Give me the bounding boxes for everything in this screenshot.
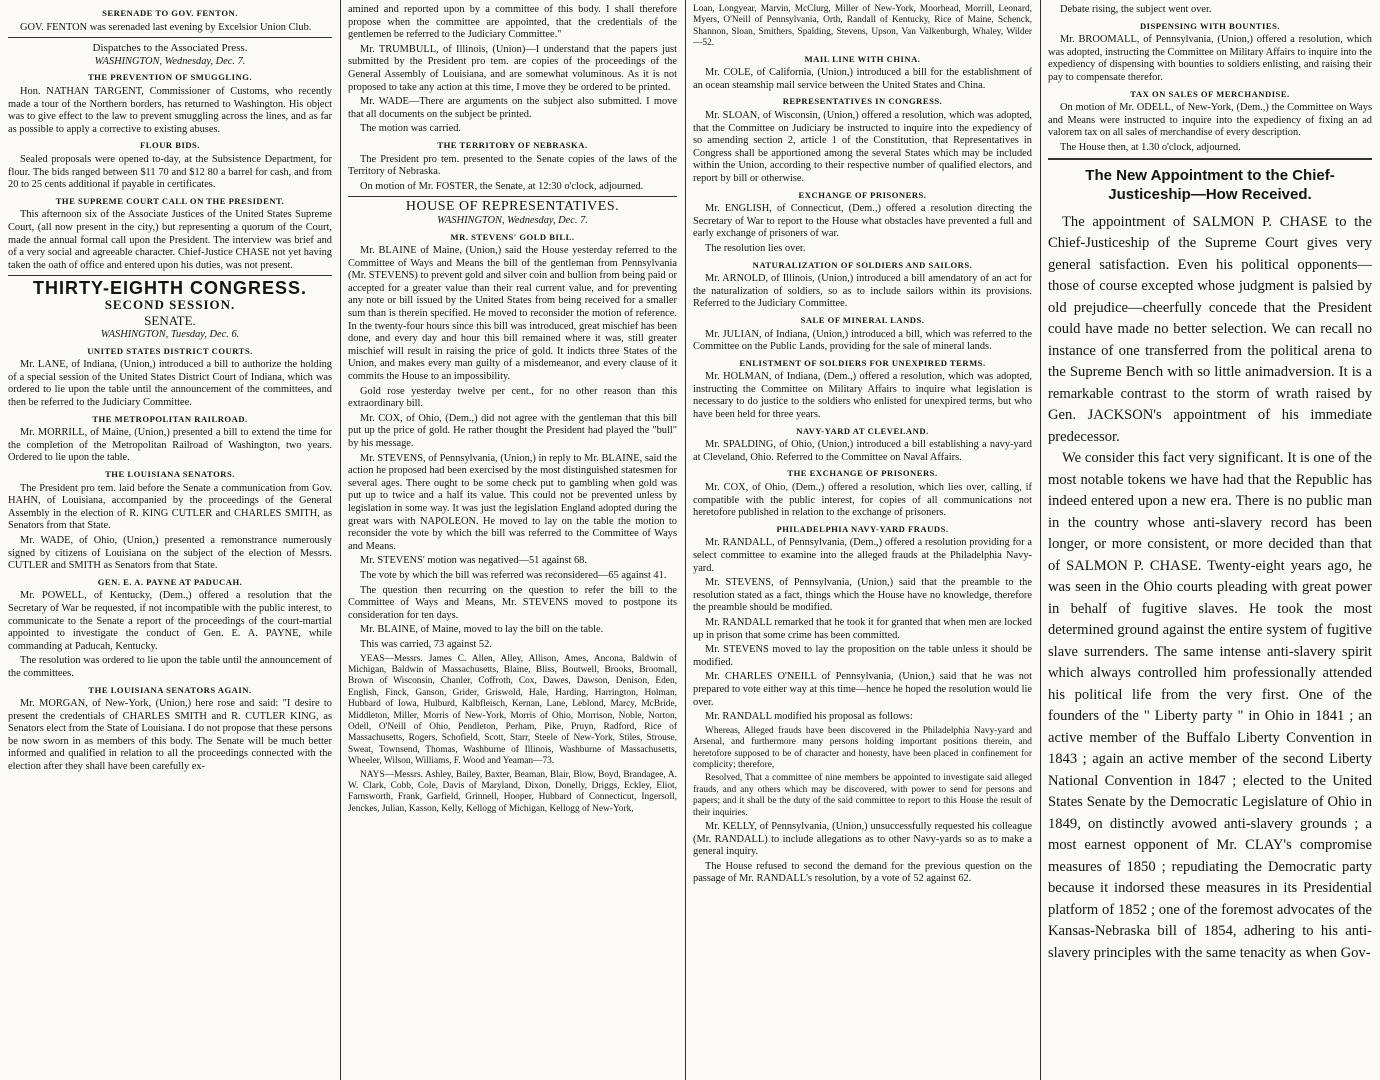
paragraph: The vote by which the bill was referred was reconsidered—65 against 41. bbox=[360, 569, 667, 581]
paragraph: We consider this fact very significant. It is one of the most notable tokens we have had that the Republic has indeed entered upon a new era. There is no public man in the country whose anti-slavery record has been longer, or more consistent, or more decided than that of SALMON P. CHASE. Twenty-eight years ago, he was seen in the Ohio courts pleading with great power in behalf of fugitive slaves. He took the most determined ground against the entire system of fugitive slave surrenders. The same intense anti-slavery spirit which always controlled him professionally attended his political life from the very first. One of the founders of the " Liberty party " in Ohio in 1841 ; an active member of the Buffalo Liberty Convention in 1843 ; again an active member of the second Liberty National Convention in 1847 ; elected to the United States Senate by the Democratic Legislature of Ohio in 1849, on distinctly avowed anti-slavery grounds ; a most earnest opponent of Mr. CLAY's compromise measures of 1850 ; repudiating the Democratic party because it indorsed these measures in its Presidential platform of 1852 ; one of the foremost advocates of the Kansas-Nebraska bill of 1854, adhering to his anti-slavery principles with the same tenacity as when Gov- bbox=[1048, 450, 1372, 961]
paragraph: Mr. STEVENS' motion was negatived—51 against 68. bbox=[360, 555, 587, 567]
paragraph: Mr. KELLY, of Pennsylvania, (Union,) unsuccessfully requested his colleague (Mr. RANDALL) to include allegations as to other Navy-yards so as to make a general inquiry. bbox=[693, 820, 1032, 858]
vote-list-continued: Loan, Longyear, Marvin, McClurg, Miller of New-York, Moorhead, Morrill, Leonard, Myers, O'Neill of Pennsylvania, Orth, Randall of Kentucky, Rice of Maine, Schenck, Shannon, Sloan, Smithers, Spalding, Stevens, Upson, Van Valkenburgh, Whaley, Wilder—52. bbox=[693, 4, 1032, 49]
paragraph: Mr. BLAINE of Maine, (Union,) said the House yesterday referred to the Committee of Ways and Means the bill of the gentleman from Pennsylvania (Mr. STEVENS) to prevent gold and silver coin and bullion from being paid or accepted for a greater value than their real current value, and for preventing any note or bill issued by the United States from being received for a smaller sum than is therein specified. He moved to reconsider the motion of reference. In the twenty-four hours since this bill was introduced, great mischief has been done, and every day and hour this bill remained where it was, still greater mischief will result in raising the price of gold. It indicts three States of the Union, and makes every man guilty of a misdemeanor, and every clause of it commits the House to an impossibility. bbox=[348, 245, 677, 383]
paragraph: The House refused to second the demand for the previous question on the passage of Mr. RANDALL's resolution, by a vote of 52 against 62. bbox=[693, 860, 1032, 885]
headline-exchange-2: THE EXCHANGE OF PRISONERS. bbox=[787, 468, 938, 479]
paragraph: Mr. ARNOLD, of Illinois, (Union,) introduced a bill amendatory of an act for the naturalization of soldiers, so as to include sailors within its provisions. Referred to the Judiciary Committee. bbox=[693, 273, 1032, 310]
headline-reps: REPRESENTATIVES IN CONGRESS. bbox=[782, 96, 943, 107]
paragraph: The question then recurring on the question to refer the bill to the Committee of Ways and Means, Mr. STEVENS moved to postpone its consideration for ten days. bbox=[348, 584, 677, 621]
divider bbox=[8, 37, 332, 38]
divider bbox=[1048, 158, 1372, 160]
paragraph: Gold rose yesterday twelve per cent., for no other reason than this extraordinary bill. bbox=[348, 385, 677, 410]
paragraph: Whereas, Alleged frauds have been discovered in the Philadelphia Navy-yard and Arsenal, and furthermore many persons holding important positions therein, and heretofore supposed to be of character and honesty, have been placed in confinement for complicity; therefore, bbox=[693, 725, 1032, 770]
headline-mineral: SALE OF MINERAL LANDS. bbox=[800, 314, 925, 325]
paragraph: Mr. COX, of Ohio, (Dem.,) offered a resolution, which lies over, calling, if compatible with the public interest, for copies of all communications not heretofore published in relation to the exchange of prisoners. bbox=[693, 482, 1032, 519]
paragraph: Hon. NATHAN TARGENT, Commissioner of Customs, who recently made a tour of the Northern borders, has returned to Washington. His object was to give effect to the law to prevent smuggling across the lines, and as far as possible to apply a corrective to existing abuses. bbox=[8, 85, 332, 135]
paragraph: Mr. COLE, of California, (Union,) introduced a bill for the establishment of an ocean steamship mail service between the United States and China. bbox=[693, 67, 1032, 91]
vote-list-yeas: YEAS—Messrs. James C. Allen, Alley, Allison, Ames, Ancona, Baldwin of Michigan, Baldwin of Massachusetts, Blaine, Bliss, Boutwell, Brooks, Broomall, Brown of Wisconsin, Chanler, Coffroth, Cox, Dawes, Dawson, Denison, Eden, English, Finck, Ganson, Grider, Griswold, Hale, Harding, Harrington, Holman, Hubbard of Iowa, Hulburd, Kalbfleisch, Kernan, Lane, Leblond, Marcy, McBride, Middleton, Miller, Morris of New-York, Morris of Ohio, Morrison, Noble, Norton, Odell, O'Neill of Ohio, Pendleton, Perham, Pike, Pruyn, Radford, Rice of Massachusetts, Rogers, Schofield, Scott, Starr, Steele of New-York, Stiles, Strouse, Sweat, Townsend, Thomas, Washburne of Illinois, Washburne of Massachusetts, Wheeler, Wilson, Williams, F. Wood and Yeaman—73. bbox=[348, 653, 677, 767]
paragraph: The House then, at 1.30 o'clock, adjourned. bbox=[1060, 141, 1241, 153]
headline-exchange: EXCHANGE OF PRISONERS. bbox=[798, 189, 927, 200]
paragraph: Resolved, That a committee of nine members be appointed to investigate said alleged frauds, and any others which may be discovered, with power to send for persons and papers; and it shall be the duty of the said committee to report to this House the result of their inquiries. bbox=[693, 773, 1032, 818]
paragraph: Mr. STEVENS moved to lay the proposition on the table unless it should be modified. bbox=[693, 644, 1032, 668]
paragraph: The President pro tem. laid before the Senate a communication from Gov. HAHN, of Louisiana, accompanied by the proceedings of the General Assembly in the election of R. KING CUTLER and CHARLES SMITH, as Senators from that State. bbox=[8, 482, 332, 532]
headline-enlistment: ENLISTMENT OF SOLDIERS FOR UNEXPIRED TERMS. bbox=[739, 357, 986, 368]
paragraph: The resolution lies over. bbox=[705, 242, 806, 254]
headline-tax: TAX ON SALES OF MERCHANDISE. bbox=[1130, 88, 1290, 99]
paragraph: Mr. STEVENS, of Pennsylvania, (Union,) said that the preamble to the resolution stated as a fact, things which the House have no knowledge, therefore the preamble should be modified. bbox=[693, 577, 1032, 614]
headline-china: MAIL LINE WITH CHINA. bbox=[804, 53, 921, 64]
paragraph: Mr. BROOMALL, of Pennsylvania, (Union,) offered a resolution, which was adopted, instructing the Committee on Military Affairs to inquire into the expediency of dispensing with bounties to soldiers enlisting, and raising their pay to compensate therefor. bbox=[1048, 34, 1372, 83]
paragraph: On motion of Mr. FOSTER, the Senate, at 12:30 o'clock, adjourned. bbox=[360, 180, 644, 192]
dateline: WASHINGTON, Wednesday, Dec. 7. bbox=[94, 55, 246, 67]
house-title: HOUSE OF REPRESENTATIVES. bbox=[405, 199, 620, 215]
column-3 bbox=[685, 0, 1040, 1080]
column-2 bbox=[340, 0, 685, 1080]
paragraph: GOV. FENTON was serenaded last evening by Excelsior Union Club. bbox=[20, 21, 312, 33]
paragraph: The resolution was ordered to lie upon the table until the announcement of the committees. bbox=[8, 655, 332, 679]
dispatches-heading: Dispatches to the Associated Press. bbox=[92, 42, 248, 55]
headline-gold: MR. STEVENS' GOLD BILL. bbox=[450, 231, 575, 242]
paragraph: Mr. WADE, of Ohio, (Union,) presented a remonstrance numerously signed by citizens of Louisiana on the subject of the election of Messrs. CUTLER and SMITH as Senators from that State. bbox=[8, 534, 332, 572]
paragraph: Debate rising, the subject went over. bbox=[1060, 4, 1212, 15]
headline-court: THE SUPREME COURT CALL ON THE PRESIDENT. bbox=[55, 195, 285, 206]
paragraph: Mr. CHARLES O'NEILL of Pennsylvania, (Union,) said that he was not prepared to vote either way at this time—hence he hoped the resolution would lie over. bbox=[693, 671, 1032, 708]
column-4 bbox=[1040, 0, 1380, 1080]
paragraph: Mr. RANDALL, of Pennsylvania, (Dem.,) offered a resolution providing for a select committee to examine into the alleged frauds at the Philadelphia Navy-yard. bbox=[693, 537, 1032, 574]
headline-nebraska: THE TERRITORY OF NEBRASKA. bbox=[437, 139, 588, 150]
paragraph: The motion was carried. bbox=[360, 123, 461, 135]
paragraph: The President pro tem. presented to the Senate copies of the laws of the Territory of Nebraska. bbox=[348, 153, 677, 178]
paragraph: This afternoon six of the Associate Justices of the United States Supreme Court, (all now present in the city,) but representing a quorum of the Court, made the annual formal call upon the President. The interview was brief and of a very social and agreeable character. Chief-Justice CHASE not yet having taken the oath of office and entered upon his duties, was not present. bbox=[8, 209, 332, 271]
paragraph: Mr. HOLMAN, of Indiana, (Dem.,) offered a resolution, which was adopted, instructing the Committee on Military Affairs to inquire what legislation is necessary to do justice to the soldiers who enlisted for unexpired terms, but who have been held for three years. bbox=[693, 371, 1032, 421]
paragraph: The appointment of SALMON P. CHASE to the Chief-Justiceship of the Supreme Court gives very general satisfaction. Even his political opponents—those of course excepted whose judgment is palsied by old prejudice—cheerfully concede that the President could have made no better selection. We can recall no instance of one transferred from the political arena to the Supreme Bench with so little animadversion. It is a remarkable contrast to the storm of wrath raised by Gen. JACKSON's appointment of his immediate predecessor. bbox=[1048, 213, 1372, 445]
column-1 bbox=[0, 0, 340, 1080]
paragraph: This was carried, 73 against 52. bbox=[360, 638, 492, 650]
paragraph: Mr. MORRILL, of Maine, (Union,) presented a bill to extend the time for the completion of the Metropolitan Railroad of Washington, two years. Ordered to lie upon the table. bbox=[8, 427, 332, 464]
headline-philadelphia: PHILADELPHIA NAVY-YARD FRAUDS. bbox=[776, 523, 949, 534]
paragraph: Mr. LANE, of Indiana, (Union,) introduced a bill to authorize the holding of a special session of the United States District Court of Indiana, which was ordered to lie upon the table until the announcement of the committees, and then be referred to the Judiciary Committee. bbox=[8, 359, 332, 409]
paragraph: Mr. TRUMBULL, of Illinois, (Union)—I understand that the papers just submitted by the President pro tem. are copies of the proceedings of the General Assembly of Louisiana, and are somewhat voluminous. As it is not proposed to take any action at this time, I move they be ordered to be printed. bbox=[348, 43, 677, 93]
paragraph: Mr. JULIAN, of Indiana, (Union,) introduced a bill, which was referred to the Committee on the Public Lands, providing for the sale of mineral lands. bbox=[693, 328, 1032, 353]
paragraph: Mr. SPALDING, of Ohio, (Union,) introduced a bill establishing a navy-yard at Cleveland, Ohio. Referred to the Committee on Naval Affairs. bbox=[693, 439, 1032, 463]
paragraph: Mr. ENGLISH, of Connecticut, (Dem.,) offered a resolution directing the Secretary of War to report to the House what obstacles have prevented a full and early exchange of prisoners of war. bbox=[693, 203, 1032, 240]
editorial-title: The New Appointment to the Chief-Justiceship—How Received. bbox=[1085, 166, 1335, 203]
headline-bounties: DISPENSING WITH BOUNTIES. bbox=[1139, 20, 1281, 31]
congress-title: THIRTY-EIGHTH CONGRESS. bbox=[32, 278, 307, 299]
headline-navy-yard: NAVY-YARD AT CLEVELAND. bbox=[796, 425, 929, 436]
headline-smuggling: THE PREVENTION OF SMUGGLING. bbox=[87, 72, 253, 83]
headline-again: THE LOUISIANA SENATORS AGAIN. bbox=[88, 684, 252, 695]
divider bbox=[8, 275, 332, 276]
paragraph: Mr. MORGAN, of New-York, (Union,) here rose and said: "I desire to present the credentials of CHARLES SMITH and R. CUTLER KING, as Senators elect from the State of Louisiana. I do not propose that these persons be now sworn in as members of this body. The Senate will be much better informed and qualified in relation to all the proceedings connected with the election after they shall have been carefully ex- bbox=[8, 698, 332, 773]
headline-payne: GEN. E. A. PAYNE AT PADUCAH. bbox=[97, 576, 243, 587]
dateline: WASHINGTON, Wednesday, Dec. 7. bbox=[437, 214, 588, 226]
vote-list-nays: NAYS—Messrs. Ashley, Bailey, Baxter, Beaman, Blair, Blow, Boyd, Brandagee, A. W. Clark, Cobb, Cole, Davis of Maryland, Dixon, Donelly, Driggs, Eckley, Eliot, Farnsworth, Frank, Garfield, Grinnell, Hooper, Hubbard of Connecticut, Ingersoll, Jenckes, Julian, Kasson, Kelly, Kellogg of Michigan, Kellogg of New-York, bbox=[348, 769, 677, 814]
dateline: WASHINGTON, Tuesday, Dec. 6. bbox=[100, 329, 240, 341]
paragraph: Mr. STEVENS, of Pennsylvania, (Union,) in reply to Mr. BLAINE, said the action he proposed had been exercised by the most distinguished statesmen for several ages. There ought to be some check put to gambling when gold was put up to twice and a half its value. This could not be prevented unless by legislation in some way. It was just the legislation England adopted during the great wars with NAPOLEON. He moved to lay on the table the motion to reconsider the vote by which the bill was referred to the Committee of Ways and Means. bbox=[348, 452, 677, 552]
paragraph: Mr. WADE—There are arguments on the subject also submitted. I move that all documents on the subject be printed. bbox=[348, 96, 677, 120]
paragraph: Mr. RANDALL modified his proposal as follows: bbox=[705, 711, 913, 723]
paragraph: Mr. SLOAN, of Wisconsin, (Union,) offered a resolution, which was adopted, that the Committee on Judiciary be instructed to inquire into the expediency of so amending section 2, article 1 of the Constitution, that Representatives in Congress shall be apportioned among the several States which may be included within the Union, according to their respective number of qualified electors, and report by bill or otherwise. bbox=[693, 110, 1032, 184]
editorial-body bbox=[1048, 212, 1372, 965]
session-title: SECOND SESSION. bbox=[104, 296, 236, 312]
paragraph: amined and reported upon by a committee of this body. I shall therefore propose when the committee are appointed, that the credentials of the gentlemen be referred to the Judiciary Committee." bbox=[348, 4, 677, 41]
headline-district: UNITED STATES DISTRICT COURTS. bbox=[87, 345, 253, 356]
headline-metro: THE METROPOLITAN RAILROAD. bbox=[92, 413, 248, 424]
headline-louisiana: THE LOUISIANA SENATORS. bbox=[105, 469, 235, 479]
headline-naturalization: NATURALIZATION OF SOLDIERS AND SAILORS. bbox=[752, 259, 973, 270]
paragraph: Mr. POWELL, of Kentucky, (Dem.,) offered a resolution that the Secretary of War be requested, if not incompatible with the public interest, to communicate to the Senate a report of the proceedings of the court-martial appointed to investigate the conduct of Gen. E. A. PAYNE, while commanding at Paducah, Kentucky. bbox=[8, 590, 332, 652]
divider bbox=[348, 196, 677, 197]
headline-flour: FLOUR BIDS. bbox=[140, 140, 200, 151]
senate-title: SENATE. bbox=[144, 313, 196, 329]
paragraph: On motion of Mr. ODELL, of New-York, (Dem.,) the Committee on Ways and Means were instructed to inquire into the expediency of fixing an ad valorem tax on all sales of merchandise of every description. bbox=[1048, 102, 1372, 139]
paragraph: Mr. BLAINE, of Maine, moved to lay the bill on the table. bbox=[360, 624, 604, 636]
headline-serenade: SERENADE TO GOV. FENTON. bbox=[102, 8, 238, 18]
paragraph: Mr. RANDALL remarked that he took it for granted that when men are locked up in prison that some crime has been committed. bbox=[693, 616, 1032, 641]
paragraph: Sealed proposals were opened to-day, at the Subsistence Department, for flour. The bids ranged between $11 70 and $12 80 a barrel for cash, and from 20 to 25 cents additional if payable in certificates. bbox=[8, 153, 332, 191]
paragraph: Mr. COX, of Ohio, (Dem.,) did not agree with the gentleman that this bill put up the price of gold. He rather thought the President had played the "bull" by his message. bbox=[348, 412, 677, 449]
